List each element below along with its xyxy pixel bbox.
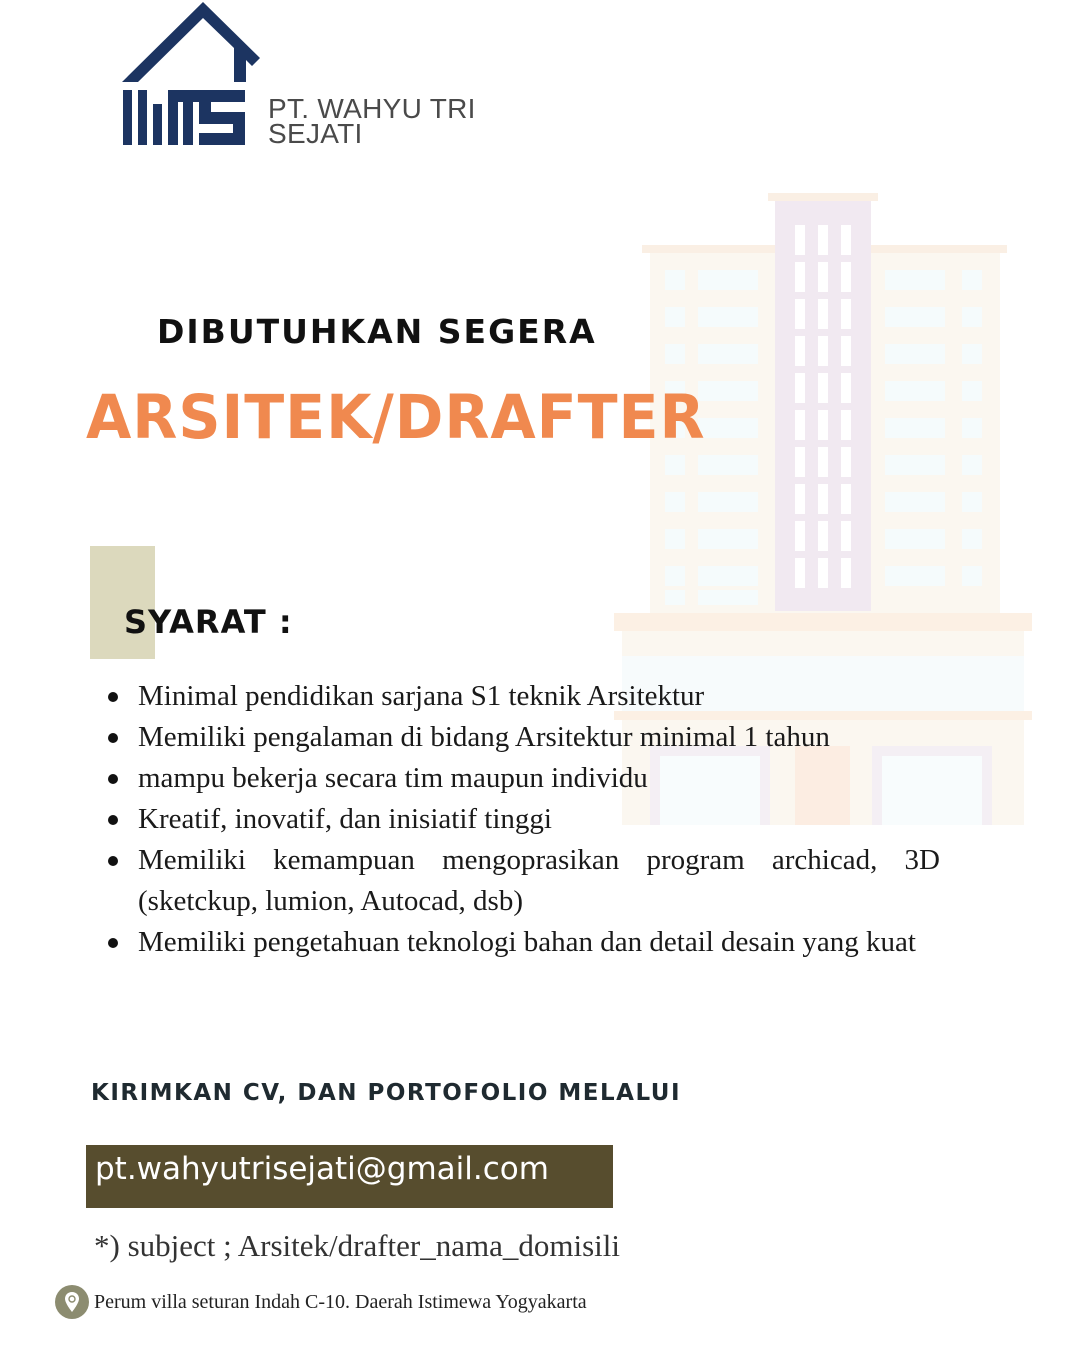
bullet-icon bbox=[108, 938, 118, 948]
send-cv-label: KIRIMKAN CV, DAN PORTOFOLIO MELALUI bbox=[91, 1080, 682, 1106]
requirement-item: Minimal pendidikan sarjana S1 teknik Arsitektur bbox=[105, 676, 940, 717]
bullet-icon bbox=[108, 692, 118, 702]
requirement-item: Kreatif, inovatif, dan inisiatif tinggi bbox=[105, 799, 940, 840]
company-name-line2: SEJATI bbox=[268, 118, 363, 149]
requirement-item: Memiliki pengalaman di bidang Arsitektur minimal 1 tahun bbox=[105, 717, 940, 758]
email-link[interactable]: pt.wahyutrisejati@gmail.com bbox=[95, 1151, 549, 1187]
house-logo-icon bbox=[120, 0, 265, 150]
address-row bbox=[55, 1285, 587, 1319]
company-logo bbox=[120, 0, 480, 150]
requirement-item: Memiliki pengetahuan teknologi bahan dan detail desain yang kuat bbox=[105, 922, 940, 963]
requirement-item: Memiliki kemampuan mengoprasikan program archicad, 3D (sketckup, lumion, Autocad, dsb) bbox=[105, 840, 940, 922]
bullet-icon bbox=[108, 815, 118, 825]
job-title: ARSITEK/DRAFTER bbox=[86, 382, 706, 453]
bullet-icon bbox=[108, 733, 118, 743]
requirements-title: SYARAT : bbox=[124, 603, 293, 641]
requirement-item: mampu bekerja secara tim maupun individu bbox=[105, 758, 940, 799]
bullet-icon bbox=[108, 856, 118, 866]
company-name bbox=[268, 93, 476, 149]
email-box bbox=[86, 1145, 613, 1208]
requirements-list bbox=[105, 676, 940, 963]
subject-note: *) subject ; Arsitek/drafter_nama_domisili bbox=[94, 1228, 621, 1263]
bullet-icon bbox=[108, 774, 118, 784]
company-name-line1: PT. WAHYU TRI bbox=[268, 93, 476, 124]
address-text: Perum villa seturan Indah C-10. Daerah Istimewa Yogyakarta bbox=[94, 1290, 587, 1313]
headline: DIBUTUHKAN SEGERA bbox=[157, 312, 597, 351]
location-pin-icon bbox=[55, 1285, 89, 1319]
